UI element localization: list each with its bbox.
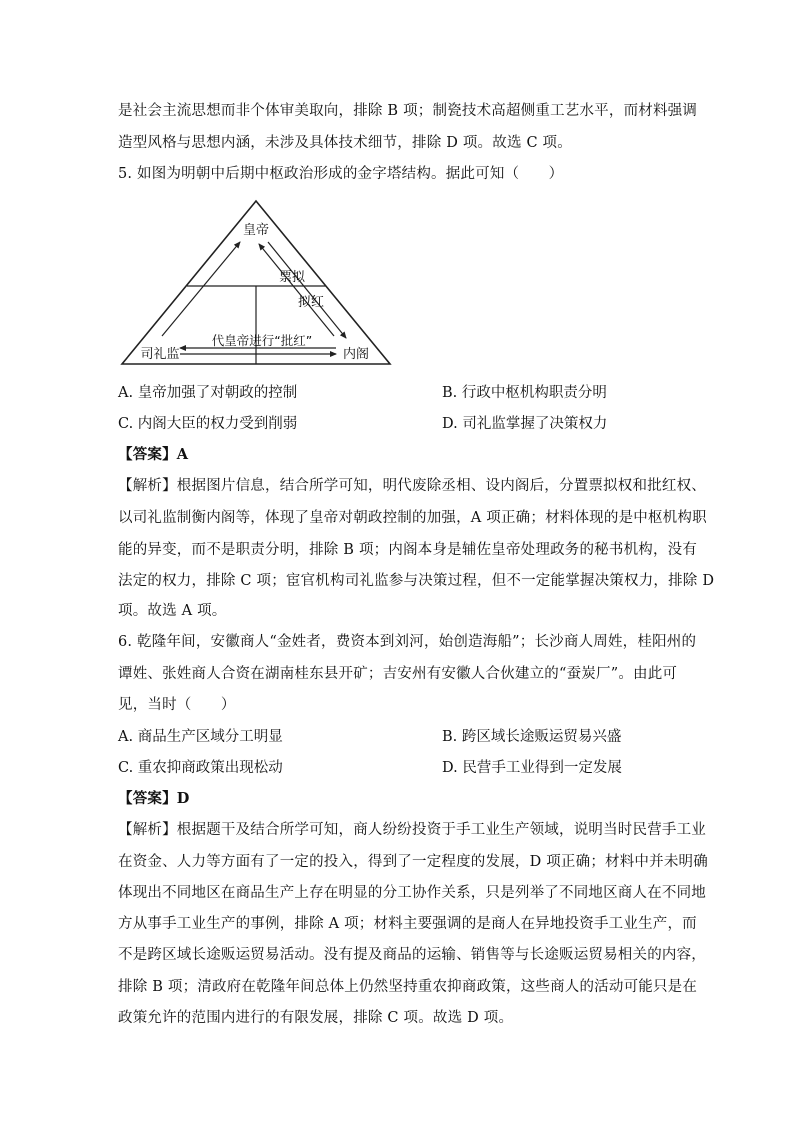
- continuation-line-2: 造型风格与思想内涵，未涉及具体技术细节，排除 D 项。故选 C 项。: [118, 135, 572, 151]
- pyramid-diagram: [118, 198, 394, 368]
- q5-stem: 5. 如图为明朝中后期中枢政治形成的金字塔结构。据此可知（ ）: [118, 166, 564, 182]
- label-piaoni: 票拟: [278, 270, 306, 285]
- label-daipihong: 代皇帝进行“批红”: [211, 333, 313, 348]
- q5-option-a[interactable]: A. 皇帝加强了对朝政的控制: [118, 385, 298, 401]
- continuation-line-1: 是社会主流思想而非个体审美取向，排除 B 项；制瓷技术高超侧重工艺水平，而材料强调: [118, 103, 698, 119]
- q6-analysis-line-5: 不是跨区域长途贩运贸易活动。没有提及商品的运输、销售等与长途贩运贸易相关的内容，: [118, 947, 706, 963]
- label-emperor: 皇帝: [242, 223, 270, 238]
- q6-analysis-line-4: 方从事手工业生产的事例，排除 A 项；材料主要强调的是商人在异地投资手工业生产，而: [118, 916, 697, 932]
- q6-option-d[interactable]: D. 民营手工业得到一定发展: [442, 760, 622, 776]
- arrow-emperor-to-neige: [268, 242, 346, 338]
- q5-analysis-line-2: 以司礼监制衡内阁等，体现了皇帝对朝政控制的加强，A 项正确；材料体现的是中枢机构职: [118, 510, 707, 526]
- q6-analysis-line-7: 政策允许的范围内进行的有限发展，排除 C 项。故选 D 项。: [118, 1010, 514, 1026]
- q5-analysis-line-3: 能的异变，而不是职责分明，排除 B 项；内阁本身是辅佐皇帝处理政务的秘书机构，没有: [118, 542, 698, 558]
- q5-answer: 【答案】A: [118, 446, 189, 463]
- q6-stem-line-2: 谭姓、张姓商人合资在湖南桂东县开矿；吉安州有安徽人合伙建立的“蚕炭厂”。由此可: [118, 666, 678, 682]
- q6-analysis-line-6: 排除 B 项；清政府在乾隆年间总体上仍然坚持重农抑商政策，这些商人的活动可能只是在: [118, 979, 698, 995]
- arrow-neige-to-emperor: [259, 244, 334, 336]
- label-sili: 司礼监: [140, 347, 180, 362]
- q6-option-a[interactable]: A. 商品生产区域分工明显: [118, 729, 283, 745]
- q5-option-c[interactable]: C. 内阁大臣的权力受到削弱: [118, 416, 298, 432]
- arrow-sili-to-emperor: [162, 242, 240, 336]
- label-neige: 内阁: [342, 347, 370, 362]
- q6-analysis-line-3: 体现出不同地区在商品生产上存在明显的分工协作关系，只是列举了不同地区商人在不同地: [118, 885, 706, 901]
- q6-analysis-line-1: 【解析】根据题干及结合所学可知，商人纷纷投资于手工业生产领域，说明当时民营手工业: [118, 822, 706, 838]
- q5-option-b[interactable]: B. 行政中枢机构职责分明: [442, 385, 607, 401]
- q5-analysis-line-4: 法定的权力，排除 C 项；宦官机构司礼监参与决策过程，但不一定能掌握决策权力，排除 D: [118, 573, 715, 589]
- q6-stem-line-3: 见，当时（ ）: [118, 697, 236, 713]
- label-nihong: 拟红: [297, 295, 325, 310]
- q6-analysis-line-2: 在资金、人力等方面有了一定的投入，得到了一定程度的发展，D 项正确；材料中并未明确: [118, 854, 708, 870]
- q6-option-b[interactable]: B. 跨区域长途贩运贸易兴盛: [442, 729, 622, 745]
- q5-option-d[interactable]: D. 司礼监掌握了决策权力: [442, 416, 608, 432]
- q5-analysis-line-5: 项。故选 A 项。: [118, 603, 227, 619]
- q6-stem-line-1: 6. 乾隆年间，安徽商人“金姓者，费资本到刘河，始创造海船”；长沙商人周姓，桂阳州的: [118, 634, 697, 650]
- q6-option-c[interactable]: C. 重农抑商政策出现松动: [118, 760, 283, 776]
- q6-answer: 【答案】D: [118, 790, 190, 807]
- q5-analysis-line-1: 【解析】根据图片信息，结合所学可知，明代废除丞相、设内阁后，分置票拟权和批红权、: [118, 478, 706, 494]
